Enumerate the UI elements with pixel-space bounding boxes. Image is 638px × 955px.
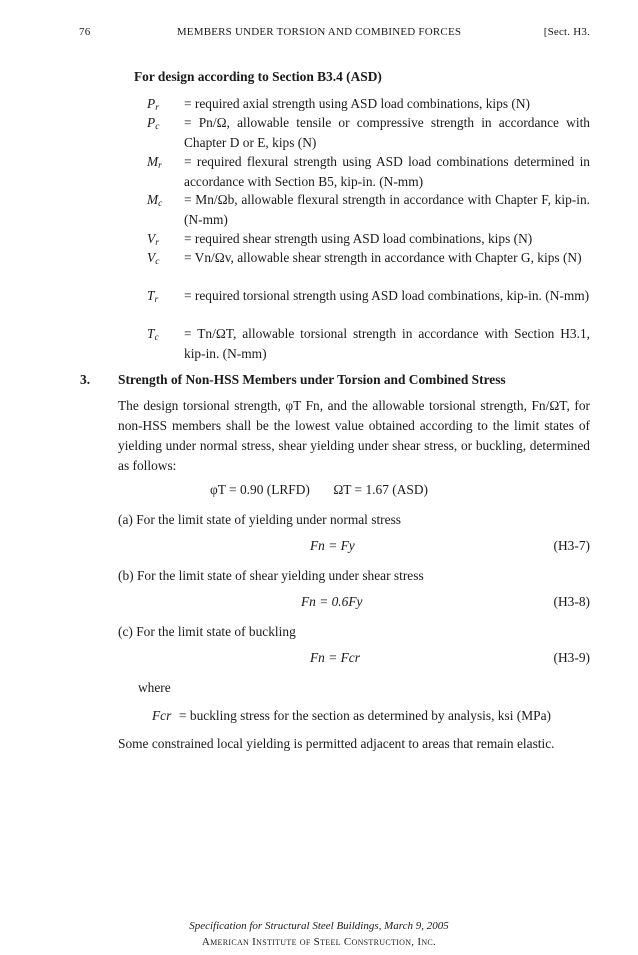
section-number: 3.	[80, 372, 91, 387]
factor-equation: φT = 0.90 (LRFD) ΩT = 1.67 (ASD)	[210, 482, 428, 497]
section-title: Strength of Non-HSS Members under Torsion and Combined Stress	[118, 372, 506, 387]
definition-symbol: V	[147, 250, 156, 265]
running-title: MEMBERS UNDER TORSION AND COMBINED FORCES	[176, 26, 462, 38]
definition-item: $M_c$ = Mn/Ωb, allowable flexural strength in accordance with Chapter F, kip-in. (N-mm)	[134, 190, 590, 229]
fcr-definition: = buckling stress for the section as determined by analysis, ksi (MPa)	[179, 708, 552, 723]
definition-symbol: P	[147, 115, 156, 130]
definition-item: $T_r$ = required torsional strength using ASD load combinations, kip-in. (N-mm)	[147, 288, 590, 305]
asd-heading: For design according to Section B3.4 (ASD)	[134, 69, 382, 84]
equation-h3-9: Fn = Fcr	[310, 650, 360, 665]
definition-item: $V_c$ = Vn/Ωv, allowable shear strength in accordance with Chapter G, kips (N)	[134, 248, 590, 268]
page-number: 76	[79, 26, 91, 38]
equation-h3-8: Fn = 0.6Fy	[301, 594, 363, 609]
definition-text: = Tn/ΩT, allowable torsional strength in accordance with Section H3.1, kip-in. (N-mm)	[184, 326, 590, 361]
definition-symbol: T	[147, 326, 155, 341]
definition-symbol: M	[147, 192, 159, 207]
definition-item: $T_c$ = Tn/ΩT, allowable torsional strength in accordance with Section H3.1, kip-in. (N-mm)	[134, 324, 590, 363]
footer-line-2: American Institute of Steel Construction, Inc.	[201, 936, 437, 948]
section-ref: [Sect. H3.	[543, 26, 590, 38]
equation-h3-7: Fn = Fy	[310, 538, 355, 553]
case-a-label: (a) For the limit state of yielding under normal stress	[118, 512, 402, 527]
where-label: where	[138, 680, 171, 695]
intro-paragraph: The design torsional strength, φT Fn, and the allowable torsional strength, Fn/ΩT, for non-HSS members shall be the lowest value obtained according to the limit states of yielding under normal stress, shear yielding under shear stress, or buckling, determined as follows:	[118, 398, 590, 473]
equation-number: (H3-9)	[553, 650, 590, 665]
definition-item: $V_r$ = required shear strength using ASD load combinations, kips (N)	[134, 229, 590, 249]
definition-item: $P_r$ = required axial strength using ASD load combinations, kips (N)	[134, 94, 590, 114]
case-b-label: (b) For the limit state of shear yielding under shear stress	[118, 568, 424, 583]
definition-text: = Vn/Ωv, allowable shear strength in accordance with Chapter G, kips (N)	[184, 250, 582, 265]
definition-symbol: V	[147, 231, 156, 246]
definition-symbol: P	[147, 96, 156, 111]
definition-text: = required axial strength using ASD load combinations, kips (N)	[184, 96, 530, 111]
definition-symbol: M	[147, 154, 159, 169]
definition-symbol: T	[147, 288, 155, 303]
definition-text: = Pn/Ω, allowable tensile or compressive strength in accordance with Chapter D or E, kips (N)	[184, 115, 590, 150]
fcr-symbol: Fcr	[152, 708, 172, 723]
case-c-label: (c) For the limit state of buckling	[118, 624, 296, 639]
definition-text: = required shear strength using ASD load combinations, kips (N)	[184, 231, 533, 246]
definition-text: = Mn/Ωb, allowable flexural strength in accordance with Chapter F, kip-in. (N-mm)	[184, 192, 590, 227]
equation-number: (H3-8)	[553, 594, 590, 609]
equation-number: (H3-7)	[553, 538, 590, 553]
definition-text: = required torsional strength using ASD load combinations, kip-in. (N-mm)	[184, 288, 590, 303]
closing-sentence: Some constrained local yielding is permitted adjacent to areas that remain elastic.	[118, 736, 555, 751]
footer-line-1: Specification for Structural Steel Buildings, March 9, 2005	[189, 920, 449, 932]
definition-text: = required flexural strength using ASD load combinations determined in accordance with Section B5, kip-in. (N-mm)	[184, 154, 590, 189]
definition-item: $P_c$ = Pn/Ω, allowable tensile or compressive strength in accordance with Chapter D or E, kips (N)	[134, 113, 590, 152]
definition-item: $M_r$ = required flexural strength using ASD load combinations determined in accordance with Section B5, kip-in. (N-mm)	[134, 152, 590, 191]
